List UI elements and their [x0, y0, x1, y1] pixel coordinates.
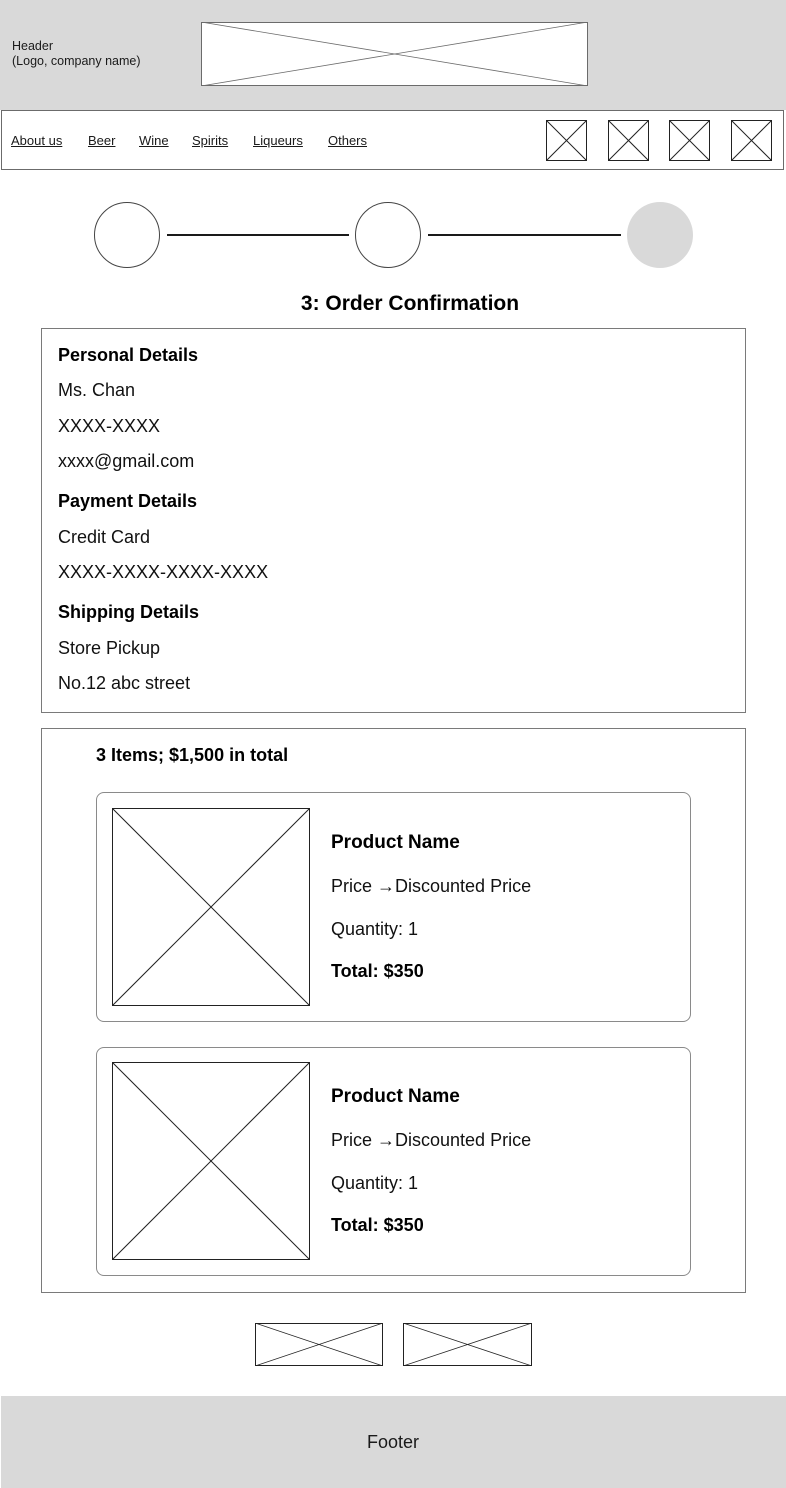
- nav-link-beer[interactable]: Beer: [88, 133, 116, 148]
- customer-phone: XXXX-XXXX: [58, 416, 161, 436]
- customer-email: xxxx@gmail.com: [58, 451, 195, 471]
- nav-link-others[interactable]: Others: [328, 133, 368, 148]
- product-total: Total: $350: [331, 961, 424, 981]
- nav-link-liqueurs[interactable]: Liqueurs: [253, 133, 303, 148]
- logo-image-placeholder[interactable]: [201, 22, 588, 86]
- nav-icon-4[interactable]: [731, 120, 772, 161]
- customer-name: Ms. Chan: [58, 380, 136, 400]
- order-summary: 3 Items; $1,500 in total: [96, 745, 289, 765]
- product-price: Price →Discounted Price: [331, 1130, 532, 1150]
- nav-link-about-us[interactable]: About us: [11, 133, 63, 148]
- product-image-placeholder: [112, 1062, 310, 1260]
- product-image-placeholder: [112, 808, 310, 1006]
- product-total: Total: $350: [331, 1215, 424, 1235]
- back-button-placeholder[interactable]: [255, 1323, 383, 1366]
- shipping-address: No.12 abc street: [58, 673, 191, 693]
- header-placeholder-text: [12, 39, 141, 69]
- step-connector-1: [167, 234, 349, 236]
- header-line-1: Header: [12, 39, 53, 53]
- step-1-circle: [94, 202, 160, 268]
- nav-link-wine[interactable]: Wine: [139, 133, 169, 148]
- product-name: Product Name: [331, 832, 460, 853]
- nav-icon-2[interactable]: [608, 120, 649, 161]
- nav-bar: [1, 110, 784, 170]
- product-quantity: Quantity: 1: [331, 919, 419, 939]
- nav-link-spirits[interactable]: Spirits: [192, 133, 229, 148]
- shipping-method: Store Pickup: [58, 638, 161, 658]
- step-2-circle: [355, 202, 421, 268]
- product-quantity: Quantity: 1: [331, 1173, 419, 1193]
- nav-icon-3[interactable]: [669, 120, 710, 161]
- page-title: 3: Order Confirmation: [300, 292, 520, 315]
- step-3-circle-active: [627, 202, 693, 268]
- personal-details-title: Personal Details: [58, 345, 199, 365]
- nav-icon-1[interactable]: [546, 120, 587, 161]
- step-connector-2: [428, 234, 621, 236]
- footer-label: Footer: [366, 1432, 420, 1452]
- confirm-button-placeholder[interactable]: [403, 1323, 532, 1366]
- card-number: XXXX-XXXX-XXXX-XXXX: [58, 562, 269, 582]
- header-line-2: (Logo, company name): [12, 54, 141, 68]
- product-price: Price →Discounted Price: [331, 876, 532, 896]
- product-name: Product Name: [331, 1086, 460, 1107]
- payment-method: Credit Card: [58, 527, 151, 547]
- payment-details-title: Payment Details: [58, 491, 198, 511]
- shipping-details-title: Shipping Details: [58, 602, 200, 622]
